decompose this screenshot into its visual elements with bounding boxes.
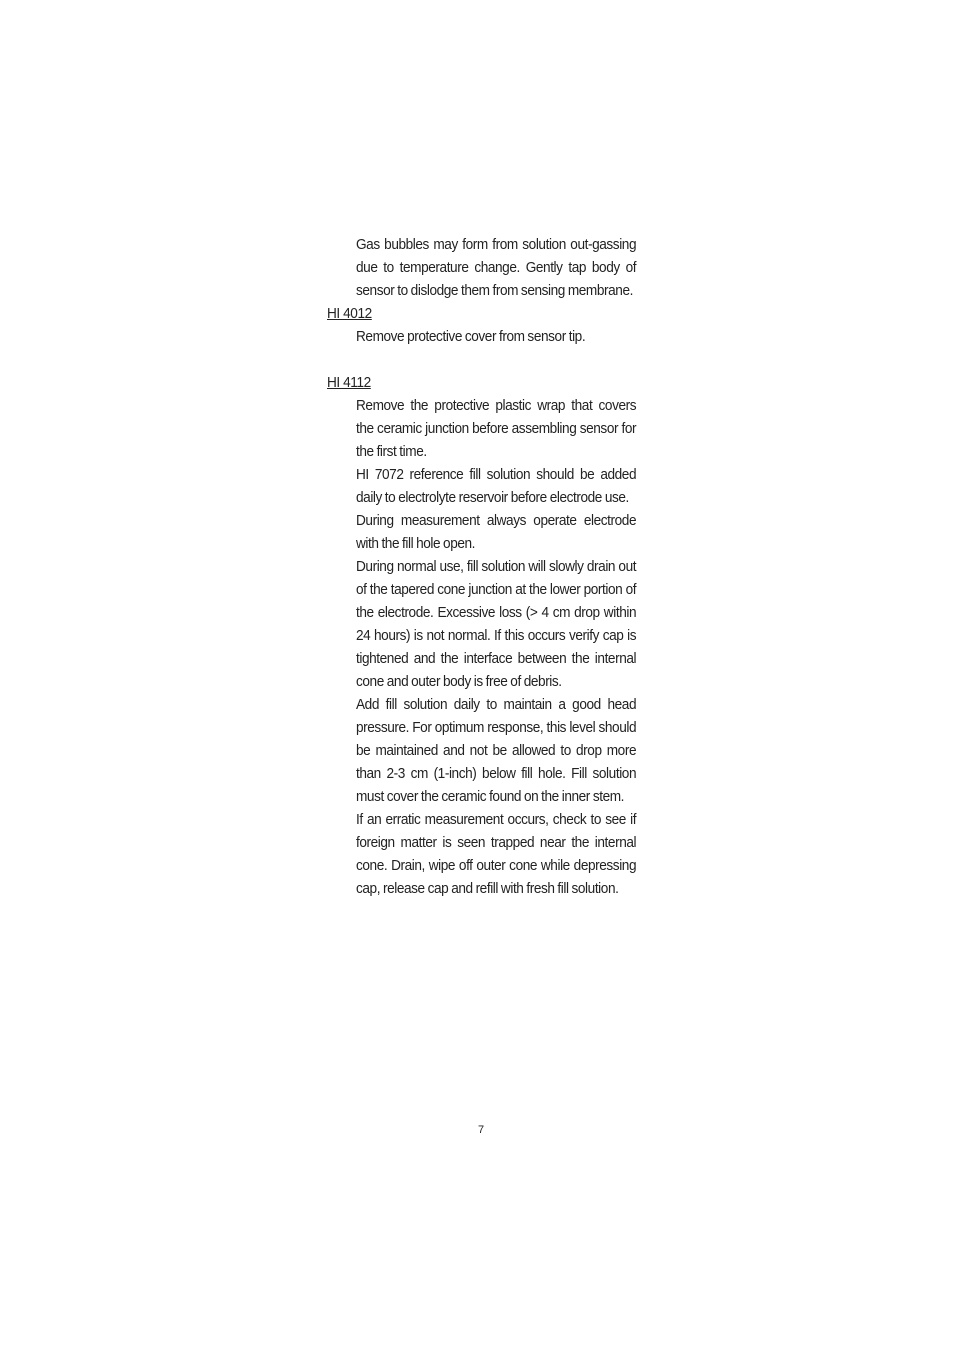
text-column — [327, 234, 636, 901]
hi4012-heading: HI 4012 — [327, 306, 372, 322]
hi4112-paragraph-erratic: If an erratic measurement occurs, check to see if foreign matter is seen trapped near the internal cone. Drain, wipe off outer cone while depressing cap, release cap and refill with fresh fill solution. — [356, 812, 637, 897]
gas-bubbles-paragraph: Gas bubbles may form from solution out-gassing due to temperature change. Gently tap body of sensor to dislodge them from sensing membrane. — [356, 237, 637, 299]
hi4112-paragraph-wrap: Remove the protective plastic wrap that covers the ceramic junction before assembling sensor for the first time. — [356, 398, 637, 460]
hi4112-paragraph-head-pressure: Add fill solution daily to maintain a good head pressure. For optimum response, this level should be maintained and not be allowed to drop more than 2-3 cm (1-inch) below fill hole. Fill solution must cover the ceramic found on the inner stem. — [356, 697, 637, 805]
hi4112-paragraph-normal-use: During normal use, fill solution will slowly drain out of the tapered cone junction at the lower portion of the electrode. Excessive loss (> 4 cm drop within 24 hours) is not normal. If this occurs verify cap is tightened and the interface between the internal cone and outer body is free of debris. — [356, 559, 637, 690]
hi4112-paragraph-fill-hole: During measurement always operate electrode with the fill hole open. — [356, 513, 637, 552]
hi4012-paragraph: Remove protective cover from sensor tip. — [356, 329, 586, 345]
page-number: 7 — [477, 1124, 485, 1136]
hi4112-heading: HI 4112 — [327, 375, 371, 391]
hi4112-paragraph-fill-daily: HI 7072 reference fill solution should be added daily to electrolyte reservoir before electrode use. — [356, 467, 637, 506]
section-spacer — [327, 349, 636, 372]
